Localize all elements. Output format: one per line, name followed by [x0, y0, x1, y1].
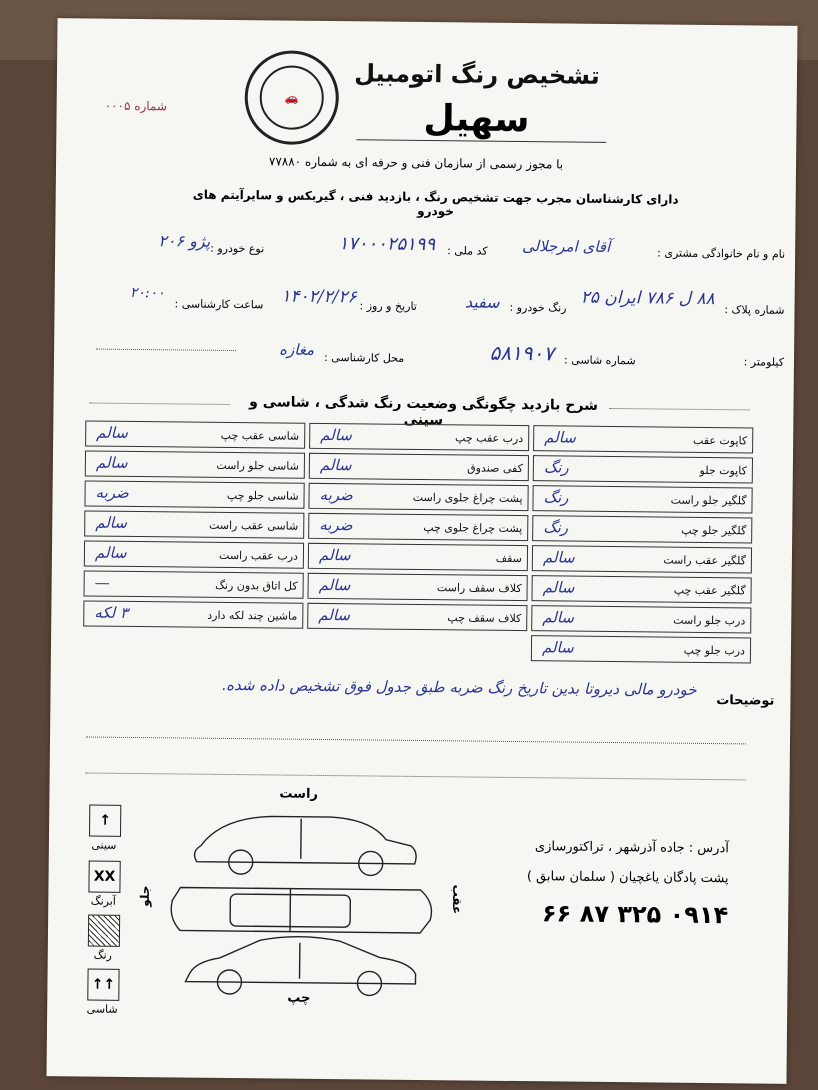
color-value: سفید [464, 292, 500, 312]
notes-label: توضیحات [716, 693, 775, 709]
shop-logo [244, 50, 339, 145]
car-top-view [171, 887, 432, 933]
cell-label: گلگیر عقب راست [663, 553, 746, 567]
section-title: شرح بازدید چگونگی وضعیت رنگ شدگی ، شاسی و سینی [249, 394, 598, 429]
inspection-cell [84, 540, 304, 568]
legend-symbol [88, 915, 120, 947]
legend-label: آبرنگ [90, 894, 116, 908]
owner-label: نام و نام خانوادگی مشتری : [657, 246, 786, 261]
inspection-cell [307, 573, 527, 601]
cell-value: سالم [95, 453, 128, 472]
cell-label: درب جلو راست [673, 613, 746, 627]
inspection-cell [307, 603, 527, 631]
cell-label: گلگیر عقب چپ [673, 583, 746, 597]
plate-value: ۸۸ ل ۷۸۶ ایران ۲۵ [580, 287, 715, 310]
date-label: تاریخ و روز : [359, 299, 417, 313]
inspection-cell [531, 635, 751, 663]
empty-cell [307, 633, 527, 661]
serial-number: شماره ۰۰۰۵ [104, 98, 168, 114]
inspection-cell [532, 545, 752, 573]
table-row [85, 420, 753, 453]
cell-value: سالم [544, 428, 576, 447]
cell-label: گلگیر جلو راست [670, 493, 747, 507]
cell-value: ضربه [319, 485, 353, 505]
cell-value: سالم [318, 575, 351, 595]
inspection-cell [309, 453, 529, 481]
inspection-cell [85, 420, 305, 448]
diagram-right-label: راست [279, 786, 319, 802]
dotted-line [86, 736, 746, 744]
form-title: تشخیص رنگ اتومبیل [354, 59, 600, 90]
car-diagram [159, 805, 441, 998]
cell-value: رنگ [543, 518, 569, 537]
inspection-cell [309, 423, 529, 451]
cell-label: کلاف سقف چپ [447, 610, 522, 625]
cell-label: درب جلو چپ [683, 643, 746, 657]
address-line1: آدرس : جاده آذرشهر ، تراکتورسازی [534, 839, 729, 857]
national-id-value: ۱۷۰۰۰۲۵۱۹۹ [338, 233, 436, 256]
cell-value: رنگ [543, 458, 569, 477]
cell-value: سالم [320, 425, 353, 445]
inspection-cell [83, 600, 303, 628]
car-side-right [194, 816, 416, 876]
cell-value: سالم [318, 545, 351, 565]
cell-label: درب عقب چپ [455, 430, 524, 445]
table-row [84, 480, 752, 513]
shop-name: سهیل [423, 97, 530, 141]
cell-value: سالم [542, 548, 575, 567]
inspection-cell [84, 510, 304, 538]
inspection-cell [531, 575, 751, 603]
cell-value: سالم [94, 543, 127, 562]
legend-label: رنگ [93, 948, 112, 962]
cell-label: کاپوت عقب [692, 433, 748, 447]
legend-label: شاسی [86, 1002, 118, 1016]
legend-symbol: ↑ [89, 805, 121, 837]
time-value: ۲۰:۰۰ [129, 284, 165, 302]
cell-value: ۳ لکه [94, 603, 129, 622]
km-label: کیلومتر : [743, 355, 785, 369]
cell-label: شاسی جلو چپ [226, 488, 299, 503]
dotted-line [609, 408, 749, 410]
cell-value: سالم [95, 513, 128, 532]
inspection-form [46, 18, 797, 1084]
legend-symbol: ↑↑ [87, 969, 119, 1001]
plate-label: شماره پلاک : [724, 303, 785, 317]
table-row [84, 510, 752, 543]
diagram-front-label: جلو [137, 885, 153, 907]
cell-value: سالم [96, 423, 129, 442]
chassis-label: شماره شاسی : [563, 353, 636, 368]
inspection-cell [533, 425, 753, 453]
cell-value: — [94, 573, 110, 592]
car-type-value: پژو ۲۰۶ [158, 231, 211, 251]
inspection-cell [532, 515, 752, 543]
cell-label: شاسی عقب چپ [220, 428, 300, 443]
inspection-cell [84, 570, 304, 598]
table-row [83, 630, 751, 663]
cell-value: سالم [541, 638, 574, 657]
chassis-value: ۵۸۱۹۰۷ [489, 340, 555, 366]
table-row [84, 570, 752, 603]
cell-value: سالم [318, 605, 351, 625]
cell-value: سالم [542, 578, 575, 597]
inspection-cell [531, 605, 751, 633]
cell-value: رنگ [543, 488, 569, 507]
national-id-label: کد ملی : [447, 244, 488, 258]
inspection-cell [85, 450, 305, 478]
color-label: رنگ خودرو : [509, 300, 567, 315]
diagram-left-label: چپ [287, 990, 311, 1006]
diagram-rear-label: عقب [449, 884, 465, 915]
date-value: ۱۴۰۲/۲/۲۶ [281, 286, 357, 308]
table-row [83, 600, 751, 633]
cell-label: پشت چراغ جلوی راست [412, 490, 523, 505]
cell-label: گلگیر جلو چپ [681, 523, 747, 537]
car-type-label: نوع خودرو : [210, 241, 265, 256]
place-value: مغازه [279, 340, 315, 359]
cell-label: کاپوت جلو [699, 463, 747, 477]
cell-value: سالم [319, 455, 352, 475]
legend-label: سینی [91, 838, 117, 852]
cell-value: ضربه [319, 515, 353, 535]
cell-label: سقف [495, 551, 522, 565]
license-text: با مجوز رسمی از سازمان فنی و حرفه ای به شماره ۷۷۸۸۰ [268, 154, 564, 172]
owner-value: آقای امرجلالی [521, 237, 611, 256]
cell-label: درب عقب راست [219, 548, 299, 563]
place-label: محل کارشناسی : [323, 350, 405, 365]
cell-label: شاسی عقب راست [208, 518, 299, 533]
inspection-cell [84, 480, 304, 508]
phone-number: ۰۹۱۴ ۳۲۵ ۸۷ ۶۶ [541, 899, 729, 930]
inspection-cell [532, 485, 752, 513]
cell-label: کلاف سقف راست [436, 580, 522, 595]
legend-symbol: XX [88, 861, 120, 893]
address-line2: پشت پادگان یاغچیان ( سلمان سابق ) [526, 869, 729, 887]
cell-label: کفی صندوق [467, 460, 523, 475]
time-label: ساعت کارشناسی : [174, 297, 264, 312]
cell-label: کل اتاق بدون رنگ [215, 578, 298, 593]
table-row [85, 450, 753, 483]
inspection-cell [308, 483, 528, 511]
empty-cell [83, 630, 303, 658]
cell-value: سالم [542, 608, 575, 627]
cell-value: ضربه [95, 483, 129, 502]
services-text: دارای کارشناسان مجرب جهت تشخیص رنگ ، بازدید فنی ، گیربکس و سایرآیتم های خودرو [192, 187, 679, 219]
car-side-left [185, 936, 416, 996]
cell-label: شاسی جلو راست [216, 458, 299, 473]
inspection-cell [533, 455, 753, 483]
cell-label: پشت چراغ جلوی چپ [423, 520, 523, 535]
inspection-table [79, 416, 758, 667]
cell-label: ماشین چند لکه دارد [207, 608, 298, 623]
logo-icon: 🚗 [259, 65, 324, 130]
dotted-line [96, 349, 236, 351]
dotted-line [90, 403, 230, 405]
inspection-cell [308, 513, 528, 541]
notes-value: خودرو مالی دیروتا بدین تاریخ رنگ ضربه طبق جدول فوق تشخیص داده شده. [221, 675, 697, 699]
dotted-line [86, 772, 746, 780]
inspection-cell [308, 543, 528, 571]
table-row [84, 540, 752, 573]
